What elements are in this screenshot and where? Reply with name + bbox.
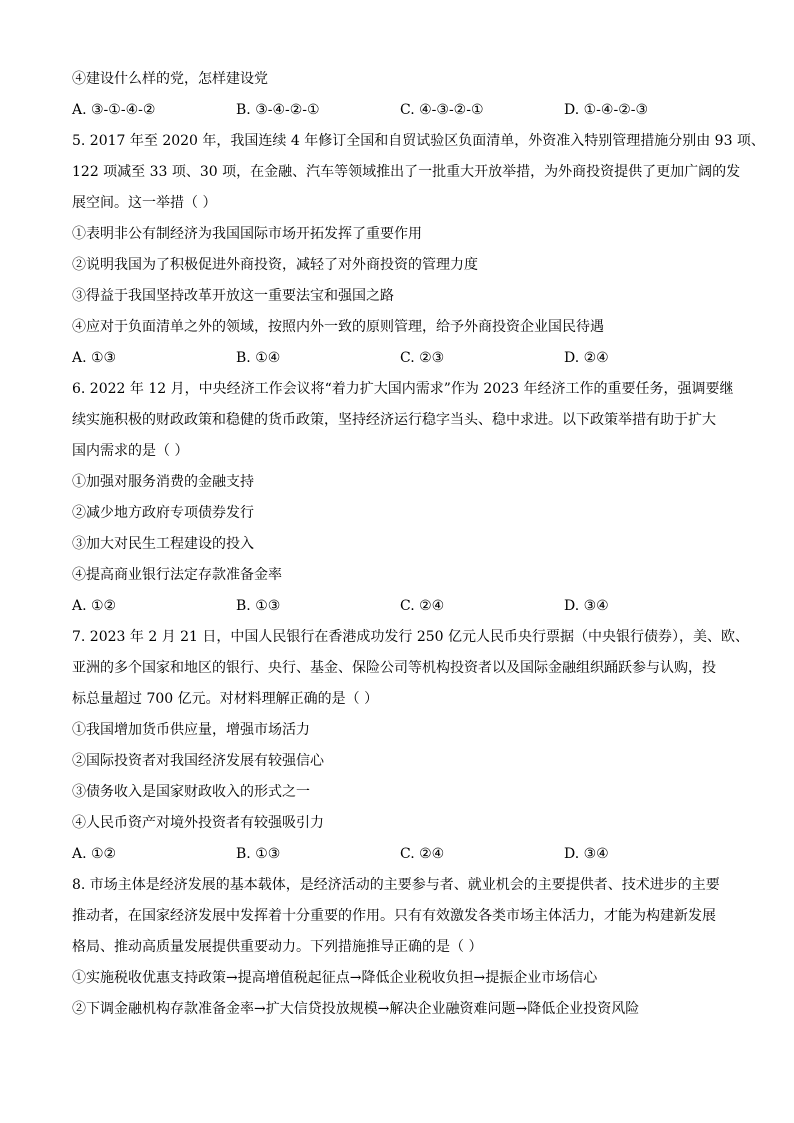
choice-item: ②下调金融机构存款准备金率→扩大信贷投放规模→解决企业融资难问题→降低企业投资风险 [72, 1001, 640, 1017]
question-stem-line: 标总量超过 700 亿元。对材料理解正确的是（ ） [72, 691, 379, 707]
choice-item: ④人民币资产对境外投资者有较强吸引力 [72, 815, 324, 831]
question-5 [72, 126, 765, 374]
option-a[interactable]: A. ③-①-④-② [72, 102, 156, 118]
question-6 [72, 374, 734, 622]
question-stem-line: 格局、推动高质量发展提供重要动力。下列措施推导正确的是（ ） [72, 939, 483, 955]
choice-item: ③加大对民生工程建设的投入 [72, 536, 254, 552]
choice-item: ④应对于负面清单之外的领域，按照内外一致的原则管理，给予外商投资企业国民待遇 [72, 319, 604, 335]
option-a[interactable]: A. ①② [72, 598, 117, 614]
answer-options [72, 343, 724, 374]
question-stem-line: 国内需求的是（ ） [72, 443, 189, 459]
choice-item: ④建设什么样的党，怎样建设党 [72, 71, 268, 87]
option-b[interactable]: B. ①④ [236, 350, 281, 366]
question-stem-line: 推动者，在国家经济发展中发挥着十分重要的作用。只有有效激发各类市场主体活力，才能为构建新发展 [72, 908, 716, 924]
option-b[interactable]: B. ③-④-②-① [236, 102, 320, 118]
choice-item: ①实施税收优惠支持政策→提高增值税起征点→降低企业税收负担→提振企业市场信心 [72, 970, 598, 986]
choice-item: ②减少地方政府专项债券发行 [72, 505, 254, 521]
choice-item: ③债务收入是国家财政收入的形式之一 [72, 784, 310, 800]
option-d[interactable]: D. ①-④-②-③ [564, 102, 649, 118]
choice-item: ③得益于我国坚持改革开放这一重要法宝和强国之路 [72, 288, 394, 304]
option-c[interactable]: C. ④-③-②-① [400, 102, 484, 118]
option-a[interactable]: A. ①③ [72, 350, 117, 366]
answer-options [72, 591, 724, 622]
option-b[interactable]: B. ①③ [236, 846, 281, 862]
answer-options [72, 839, 724, 870]
question-stem-line: 6. 2022 年 12 月，中央经济工作会议将“着力扩大国内需求”作为 2023 年经济工作的重要任务，强调要继 [72, 381, 734, 397]
question-stem-line: 续实施积极的财政政策和稳健的货币政策，坚持经济运行稳字当头、稳中求进。以下政策举措有助于扩大 [72, 412, 716, 428]
question-7 [72, 622, 750, 870]
choice-item: ①表明非公有制经济为我国国际市场开拓发挥了重要作用 [72, 226, 422, 242]
option-c[interactable]: C. ②④ [400, 598, 445, 614]
choice-item: ②说明我国为了积极促进外商投资，减轻了对外商投资的管理力度 [72, 257, 478, 273]
option-c[interactable]: C. ②③ [400, 350, 445, 366]
question-stem-line: 展空间。这一举措（ ） [72, 195, 217, 211]
answer-options [72, 95, 724, 126]
question-stem-line: 8. 市场主体是经济发展的基本载体，是经济活动的主要参与者、就业机会的主要提供者、技术进步的主要 [72, 877, 720, 893]
choice-item: ①我国增加货币供应量，增强市场活力 [72, 722, 310, 738]
question-stem-line: 亚洲的多个国家和地区的银行、央行、基金、保险公司等机构投资者以及国际金融组织踊跃参与认购，投 [72, 660, 716, 676]
choice-item: ②国际投资者对我国经济发展有较强信心 [72, 753, 324, 769]
option-b[interactable]: B. ①③ [236, 598, 281, 614]
option-a[interactable]: A. ①② [72, 846, 117, 862]
question-stem-line: 7. 2023 年 2 月 21 日，中国人民银行在香港成功发行 250 亿元人民币央行票据（中央银行债券），美、欧、 [72, 629, 750, 645]
exam-page [72, 64, 765, 1025]
question-4-tail [72, 64, 724, 126]
question-stem-line: 122 项减至 33 项、30 项，在金融、汽车等领域推出了一批重大开放举措，为外商投资提供了更加广阔的发 [72, 164, 741, 180]
question-stem-line: 5. 2017 年至 2020 年，我国连续 4 年修订全国和自贸试验区负面清单，外资准入特别管理措施分别由 93 项、 [72, 133, 765, 149]
option-d[interactable]: D. ③④ [564, 846, 609, 862]
question-8 [72, 870, 724, 1025]
choice-item: ①加强对服务消费的金融支持 [72, 474, 254, 490]
choice-item: ④提高商业银行法定存款准备金率 [72, 567, 282, 583]
option-d[interactable]: D. ②④ [564, 350, 609, 366]
option-c[interactable]: C. ②④ [400, 846, 445, 862]
option-d[interactable]: D. ③④ [564, 598, 609, 614]
